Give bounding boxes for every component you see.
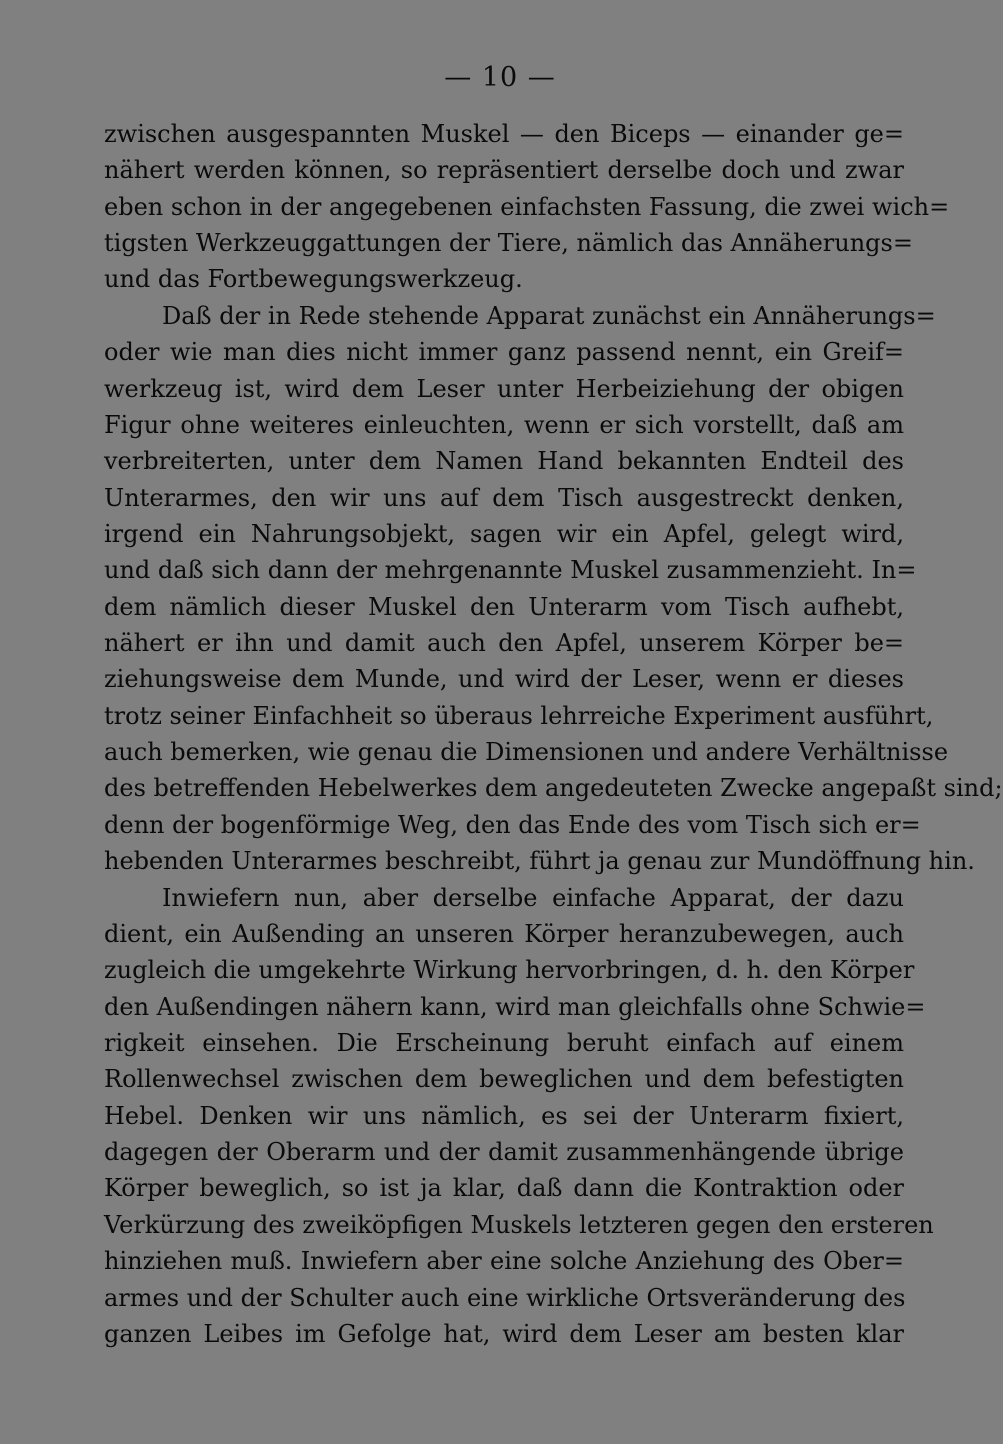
text-line: Rollenwechsel zwischen dem beweglichen und dem befestigten bbox=[104, 1065, 904, 1094]
text-line: Daß der in Rede stehende Apparat zunächst ein Annäherungs= bbox=[162, 301, 936, 330]
text-line: werkzeug ist, wird dem Leser unter Herbeiziehung der obigen bbox=[104, 374, 904, 403]
text-line: dem nämlich dieser Muskel den Unterarm vom Tisch aufhebt, bbox=[104, 592, 904, 621]
text-line: Verkürzung des zweiköpfigen Muskels letzteren gegen den ersteren bbox=[104, 1210, 934, 1239]
text-line: nähert er ihn und damit auch den Apfel, unserem Körper be= bbox=[104, 629, 904, 658]
text-line: zugleich die umgekehrte Wirkung hervorbringen, d. h. den Körper bbox=[104, 956, 915, 985]
page-number: — 10 — bbox=[444, 62, 556, 93]
text-line: trotz seiner Einfachheit so überaus lehrreiche Experiment ausführt, bbox=[104, 701, 934, 730]
text-line: tigsten Werkzeuggattungen der Tiere, nämlich das Annäherungs= bbox=[104, 229, 913, 258]
text-line: dient, ein Außending an unseren Körper heranzubewegen, auch bbox=[104, 919, 904, 948]
text-line: denn der bogenförmige Weg, den das Ende des vom Tisch sich er= bbox=[104, 810, 921, 839]
text-line: Figur ohne weiteres einleuchten, wenn er sich vorstellt, daß am bbox=[104, 410, 904, 439]
body-text bbox=[104, 116, 1003, 1352]
text-line: nähert werden können, so repräsentiert derselbe doch und zwar bbox=[104, 156, 904, 185]
text-line: des betreffenden Hebelwerkes dem angedeuteten Zwecke angepaßt sind; bbox=[104, 774, 1003, 803]
text-line: Körper beweglich, so ist ja klar, daß dann die Kontraktion oder bbox=[104, 1174, 904, 1203]
text-line: dagegen der Oberarm und der damit zusammenhängende übrige bbox=[104, 1138, 904, 1167]
text-line: den Außendingen nähern kann, wird man gleichfalls ohne Schwie= bbox=[104, 992, 926, 1021]
text-line: Inwiefern nun, aber derselbe einfache Apparat, der dazu bbox=[162, 883, 904, 912]
text-line: auch bemerken, wie genau die Dimensionen und andere Verhältnisse bbox=[104, 738, 949, 767]
text-line: hebenden Unterarmes beschreibt, führt ja genau zur Mundöffnung hin. bbox=[104, 847, 975, 876]
text-line: irgend ein Nahrungsobjekt, sagen wir ein Apfel, gelegt wird, bbox=[104, 519, 904, 548]
text-line: Hebel. Denken wir uns nämlich, es sei der Unterarm fixiert, bbox=[104, 1101, 904, 1130]
text-line: hinziehen muß. Inwiefern aber eine solche Anziehung des Ober= bbox=[104, 1247, 904, 1276]
text-line: rigkeit einsehen. Die Erscheinung beruht einfach auf einem bbox=[104, 1028, 904, 1057]
text-line: zwischen ausgespannten Muskel — den Biceps — einander ge= bbox=[104, 120, 904, 148]
text-line: ganzen Leibes im Gefolge hat, wird dem Leser am besten klar bbox=[104, 1319, 904, 1348]
text-line: armes und der Schulter auch eine wirkliche Ortsveränderung des bbox=[104, 1283, 906, 1312]
text-line: oder wie man dies nicht immer ganz passend nennt, ein Greif= bbox=[104, 338, 904, 367]
text-line: und das Fortbewegungswerkzeug. bbox=[104, 265, 523, 294]
text-line: verbreiterten, unter dem Namen Hand bekannten Endteil des bbox=[104, 447, 904, 476]
text-line: eben schon in der angegebenen einfachsten Fassung, die zwei wich= bbox=[104, 192, 950, 221]
text-line: Unterarmes, den wir uns auf dem Tisch ausgestreckt denken, bbox=[104, 483, 904, 512]
text-line: ziehungsweise dem Munde, und wird der Leser, wenn er dieses bbox=[104, 665, 904, 694]
text-line: und daß sich dann der mehrgenannte Muskel zusammenzieht. In= bbox=[104, 556, 917, 585]
